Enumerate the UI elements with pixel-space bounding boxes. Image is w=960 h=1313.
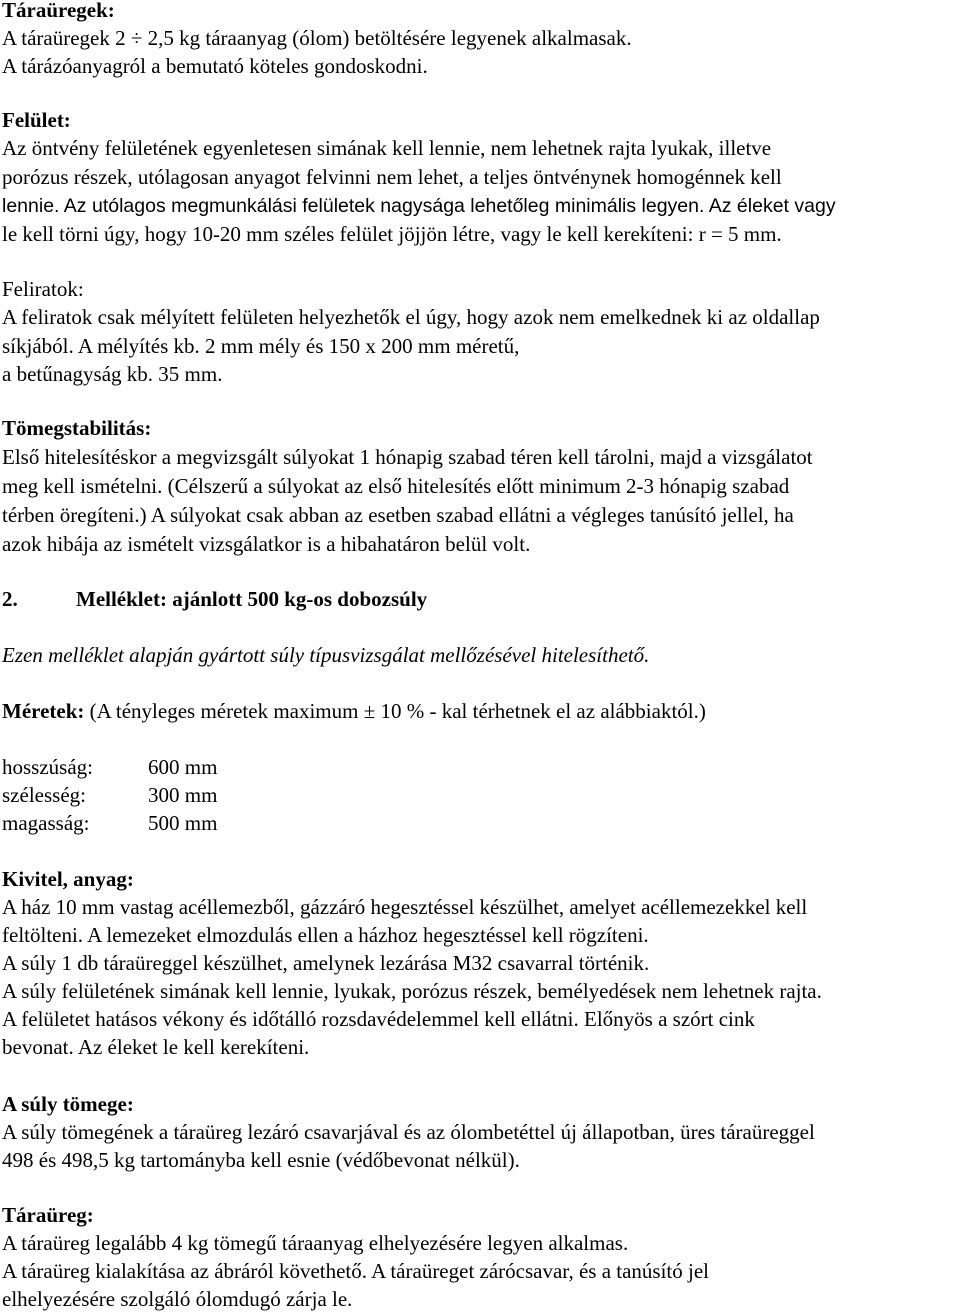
paragraph-line: A felületet hatásos vékony és időtálló rozsdavédelemmel kell ellátni. Előnyös a szórt cink: [2, 1007, 755, 1031]
section-heading-suly-tomege: A súly tömege:: [2, 1092, 134, 1116]
section-heading-feliratok: Feliratok:: [2, 277, 84, 301]
dimension-name: magasság:: [2, 811, 90, 835]
paragraph-line: Első hitelesítéskor a megvizsgált súlyokat 1 hónapig szabad téren kell tárolni, majd a vizsgálatot: [2, 445, 813, 469]
dimension-row: [2, 809, 217, 837]
paragraph-line: A tárázóanyagról a bemutató köteles gondoskodni.: [2, 54, 428, 78]
paragraph-line: meg kell ismételni. (Célszerű a súlyokat az első hitelesítés előtt minimum 2-3 hónapig szabad: [2, 474, 790, 498]
paragraph-line: A táraüreg kialakítása az ábráról követhető. A táraüreget zárócsavar, és a tanúsító jel: [2, 1259, 710, 1283]
paragraph-line: azok hibája az ismételt vizsgálatkor is a hibahatáron belül volt.: [2, 532, 531, 556]
dimension-value: 600 mm: [148, 755, 218, 779]
paragraph-line: A táraüregek 2 ÷ 2,5 kg táraanyag (ólom) betöltésére legyenek alkalmasak.: [2, 26, 632, 50]
paragraph-line: A ház 10 mm vastag acéllemezből, gázzáró hegesztéssel készülhet, amelyet acéllemezekkel kell: [2, 895, 808, 919]
appendix-note: Ezen melléklet alapján gyártott súly típusvizsgálat mellőzésével hitelesíthető.: [2, 643, 650, 667]
dimension-name: hosszúság:: [2, 755, 93, 779]
paragraph-line: síkjából. A mélyítés kb. 2 mm mély és 150 x 200 mm méretű,: [2, 334, 520, 358]
paragraph-line: Az öntvény felületének egyenletesen simának kell lennie, nem lehetnek rajta lyukak, illetve: [2, 136, 772, 160]
section-heading-tomegstabilitas: Tömegstabilitás:: [2, 416, 152, 440]
section-heading-kivitel: Kivitel, anyag:: [2, 867, 134, 891]
paragraph-line: le kell törni úgy, hogy 10-20 mm széles felület jöjjön létre, vagy le kell kerekíteni: r = 5 mm.: [2, 222, 782, 246]
dimensions-text: (A tényleges méretek maximum ± 10 % - kal térhetnek el az alábbiaktól.): [84, 699, 706, 723]
paragraph-line: A súly felületének simának kell lennie, lyukak, porózus részek, bemélyedések nem lehetnek rajta.: [2, 979, 822, 1003]
appendix-heading: [2, 585, 427, 613]
dimension-row: [2, 781, 217, 809]
section-heading-taraueregek: Táraüregek:: [2, 0, 115, 22]
dimension-value: 500 mm: [148, 811, 218, 835]
appendix-number: 2.: [2, 587, 18, 611]
paragraph-line: a betűnagyság kb. 35 mm.: [2, 362, 223, 386]
paragraph-line: lennie. Az utólagos megmunkálási felületek nagysága lehetőleg minimális legyen. Az éleket vagy: [2, 195, 836, 217]
dimension-name: szélesség:: [2, 783, 86, 807]
paragraph-line: A feliratok csak mélyített felületen helyezhetők el úgy, hogy azok nem emelkednek ki az oldallap: [2, 305, 820, 329]
appendix-title: Melléklet: ajánlott 500 kg-os dobozsúly: [76, 587, 428, 611]
dimensions-intro: [2, 697, 706, 725]
paragraph-line: A súly tömegének a táraüreg lezáró csavarjával és az ólombetéttel új állapotban, üres táraüreggel: [2, 1120, 815, 1144]
section-heading-taraureg: Táraüreg:: [2, 1203, 94, 1227]
paragraph-line: feltölteni. A lemezeket elmozdulás ellen a házhoz hegesztéssel kell rögzíteni.: [2, 923, 649, 947]
dimension-value: 300 mm: [148, 783, 218, 807]
paragraph-line: térben öregíteni.) A súlyokat csak abban az esetben szabad ellátni a végleges tanúsító jellel, ha: [2, 503, 794, 527]
paragraph-line: A súly 1 db táraüreggel készülhet, amelynek lezárása M32 csavarral történik.: [2, 951, 650, 975]
section-heading-felulet: Felület:: [2, 108, 71, 132]
dimensions-label: Méretek:: [2, 699, 85, 723]
paragraph-line: 498 és 498,5 kg tartományba kell esnie (védőbevonat nélkül).: [2, 1148, 520, 1172]
paragraph-line: elhelyezésére szolgáló ólomdugó zárja le.: [2, 1287, 353, 1311]
paragraph-line: bevonat. Az éleket le kell kerekíteni.: [2, 1035, 310, 1059]
paragraph-line: porózus részek, utólagosan anyagot felvinni nem lehet, a teljes öntvénynek homogénnek kell: [2, 165, 782, 189]
dimension-row: [2, 753, 217, 781]
paragraph-line: A táraüreg legalább 4 kg tömegű táraanyag elhelyezésére legyen alkalmas.: [2, 1231, 629, 1255]
